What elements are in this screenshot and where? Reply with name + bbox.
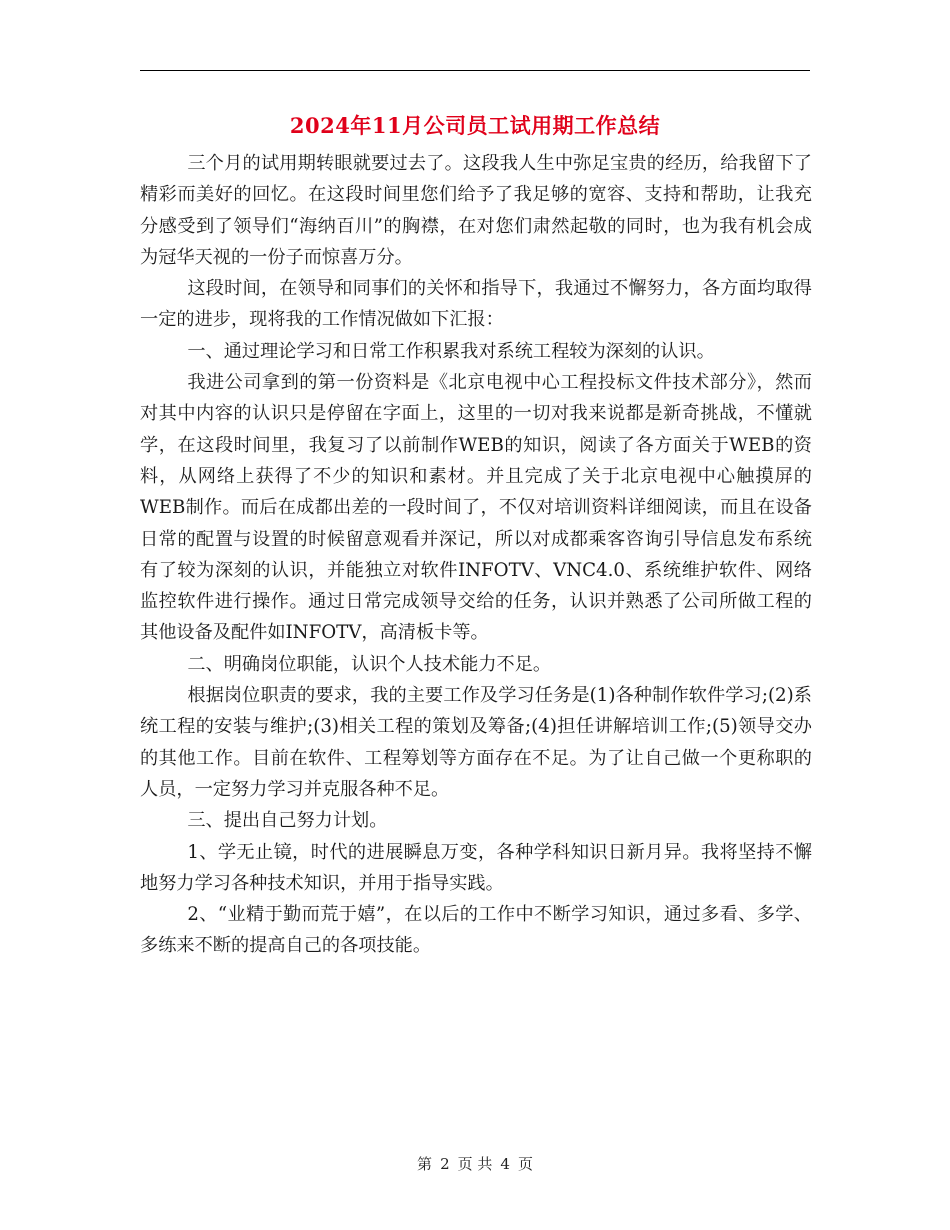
- plan-item-2: 2、“业精于勤而荒于嬉”，在以后的工作中不断学习知识，通过多看、多学、多练来不断的提高自己的各项技能。: [140, 904, 812, 957]
- paragraph-overview: 这段时间，在领导和同事们的关怀和指导下，我通过不懈努力，各方面均取得一定的进步，现将我的工作情况做如下汇报：: [140, 278, 812, 331]
- document-title: 2024年11月公司员工试用期工作总结: [289, 113, 661, 138]
- plan-item-1: 1、学无止镜，时代的进展瞬息万变，各种学科知识日新月异。我将坚持不懈地努力学习各种技术知识，并用于指导实践。: [140, 841, 812, 894]
- footer-prefix: 第: [417, 1155, 433, 1173]
- section-heading-1: 一、通过理论学习和日常工作积累我对系统工程较为深刻的认识。: [187, 340, 715, 362]
- section-heading-2: 二、明确岗位职能，认识个人技术能力不足。: [187, 653, 552, 675]
- document-body: [140, 148, 812, 962]
- footer-page-number: 2: [440, 1155, 450, 1173]
- footer-suffix: 页: [517, 1155, 533, 1173]
- paragraph-section-1: 我进公司拿到的第一份资料是《北京电视中心工程投标文件技术部分》，然而对其中内容的认识只是停留在字面上，这里的一切对我来说都是新奇挑战，不懂就学，在这段时间里，我复习了以前制作WEB的知识，阅读了各方面关于WEB的资料，从网络上获得了不少的知识和素材。并且完成了关于北京电视中心触摸屏的WEB制作。而后在成都出差的一段时间了，不仅对培训资料详细阅读，而且在设备日常的配置与设置的时候留意观看并深记，所以对成都乘客咨询引导信息发布系统有了较为深刻的认识，并能独立对软件INFOTV、VNC4.0、系统维护软件、网络监控软件进行操作。通过日常完成领导交给的任务，认识并熟悉了公司所做工程的其他设备及配件如INFOTV，高清板卡等。: [140, 372, 812, 644]
- header-rule: [140, 70, 810, 71]
- footer-total-pages: 4: [500, 1155, 510, 1173]
- section-heading-3: 三、提出自己努力计划。: [187, 810, 388, 832]
- paragraph-intro: 三个月的试用期转眼就要过去了。这段我人生中弥足宝贵的经历，给我留下了精彩而美好的回忆。在这段时间里您们给予了我足够的宽容、支持和帮助，让我充分感受到了领导们“海纳百川”的胸襟，在对您们肃然起敬的同时，也为我有机会成为冠华天视的一份子而惊喜万分。: [140, 153, 812, 268]
- page-footer: [0, 1153, 950, 1175]
- footer-middle: 页 共: [457, 1155, 493, 1173]
- paragraph-section-2: 根据岗位职责的要求，我的主要工作及学习任务是(1)各种制作软件学习;(2)系统工程的安装与维护;(3)相关工程的策划及筹备;(4)担任讲解培训工作;(5)领导交办的其他工作。目前在软件、工程筹划等方面存在不足。为了让自己做一个更称职的人员，一定努力学习并克服各种不足。: [140, 685, 812, 800]
